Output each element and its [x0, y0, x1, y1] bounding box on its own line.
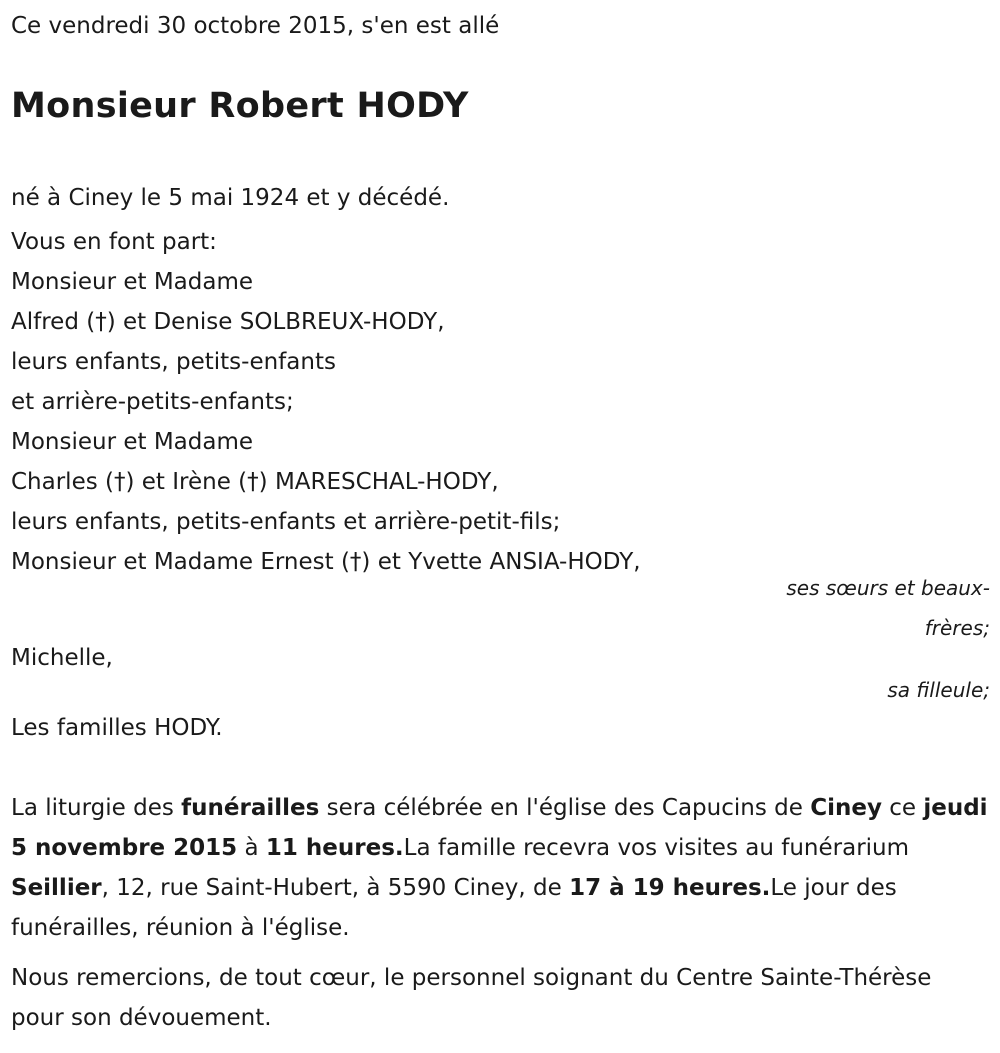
family-line: Monsieur et Madame	[11, 269, 254, 295]
family-line: Alfred (†) et Denise SOLBREUX-HODY,	[11, 309, 445, 335]
funeral-bold: Seillier	[11, 875, 102, 901]
family-line: leurs enfants, petits-enfants	[11, 349, 336, 375]
funeral-bold: 17 à 19 heures.	[569, 875, 771, 901]
funeral-bold: Ciney	[810, 795, 882, 821]
family-line: Monsieur et Madame Ernest (†) et Yvette ANSIA-HODY,	[11, 549, 641, 575]
family-line: Monsieur et Madame	[11, 429, 254, 455]
funeral-text: Le jour des funérailles, réunion à l'église.	[11, 875, 897, 941]
family-line: Charles (†) et Irène (†) MARESCHAL-HODY,	[11, 469, 499, 495]
funeral-bold: jeudi 5 novembre 2015	[11, 795, 988, 861]
deceased-name: Monsieur Robert HODY	[11, 86, 469, 126]
birth-line: né à Ciney le 5 mai 1924 et y décédé.	[11, 185, 450, 211]
funeral-bold: 11 heures.	[265, 835, 404, 861]
family-line: leurs enfants, petits-enfants et arrière-petit-fils;	[11, 509, 561, 535]
families-line: Les familles HODY.	[11, 715, 223, 741]
relation-sisters: ses sœurs et beaux-frères;	[786, 576, 990, 640]
funeral-paragraph	[11, 788, 990, 948]
funeral-text: ce	[881, 795, 924, 821]
funeral-bold: funérailles	[181, 795, 320, 821]
thanks-paragraph: Nous remercions, de tout cœur, le personnel soignant du Centre Sainte-Thérèse pour son dévouement.	[11, 965, 932, 1031]
funeral-text: La liturgie des	[11, 795, 182, 821]
funeral-text: sera célébrée en l'église des Capucins de	[319, 795, 811, 821]
intro-line: Ce vendredi 30 octobre 2015, s'en est allé	[11, 13, 500, 39]
family-line: et arrière-petits-enfants;	[11, 389, 294, 415]
funeral-text: La famille recevra vos visites au funérarium	[403, 835, 910, 861]
announcers-heading: Vous en font part:	[11, 229, 217, 255]
funeral-text: , 12, rue Saint-Hubert, à 5590 Ciney, de	[101, 875, 570, 901]
goddaughter-name: Michelle,	[11, 645, 113, 671]
funeral-text: à	[237, 835, 266, 861]
announcement-body	[11, 178, 990, 748]
relation-goddaughter: sa filleule;	[887, 678, 990, 702]
